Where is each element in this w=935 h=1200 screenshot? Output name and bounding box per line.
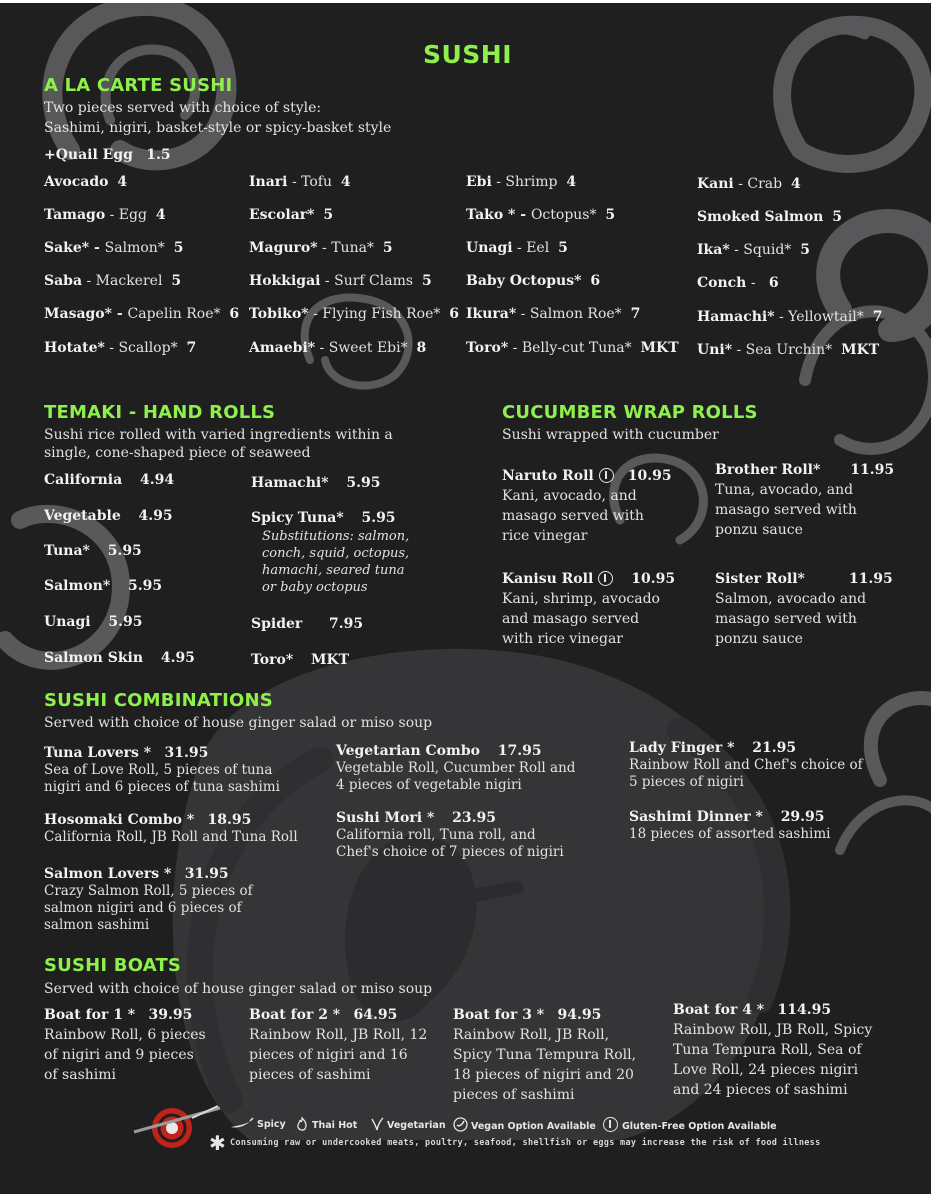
item-price: 6 [768,275,779,291]
item-description: Rainbow Roll, 6 pieces of nigiri and 9 pieces of sashimi [44,1027,206,1083]
item-price: 4.94 [139,472,175,488]
item-description: - Sea Urchin* [732,342,833,358]
item-description: - Flying Fish Roe* [308,306,441,322]
item-price: 29.95 [780,809,825,825]
item-description: - Egg [105,207,147,223]
item-name: Salmon Lovers * [44,866,172,882]
item-name: Tako * - [466,207,531,223]
item-price: 94.95 [557,1007,602,1023]
alacarte-intro-line2: Sashimi, nigiri, basket-style or spicy-basket style [44,120,392,136]
alacarte-item [697,207,842,227]
item-description: Rainbow Roll and Chef's choice of 5 pieces of nigiri [629,757,863,790]
item-name: Hotate* [44,340,105,356]
substitutions-line: or baby octopus [262,580,368,595]
substitutions-line: hamachi, seared tuna [262,563,405,578]
item-description: - Mackerel [82,273,163,289]
page-title: SUSHI [422,40,513,69]
page-border-bottom [0,1194,935,1200]
item-price: 4 [566,174,577,190]
temaki-intro-line2: single, cone-shaped piece of seaweed [44,445,311,461]
alacarte-item [697,340,879,360]
substitutions-line: conch, squid, octopus, [262,546,410,561]
combos-heading: SUSHI COMBINATIONS [44,690,273,711]
item-name: Tamago [44,207,106,223]
item-name: Tuna Lovers * [44,745,152,761]
item-name: Hosomaki Combo * [44,812,195,828]
gluten-free-icon [603,1117,618,1132]
item-price: 4 [340,174,351,190]
item-price: 7 [186,340,197,356]
item-name: Hamachi* [251,475,329,491]
item-description: - [746,275,761,291]
item-price: 5.95 [346,475,381,491]
item-description: Octopus* [530,207,597,223]
item-description: Sea of Love Roll, 5 pieces of tuna nigiri and 6 pieces of tuna sashimi [44,762,280,795]
item-name: Sashimi Dinner * [629,809,763,825]
quail-egg-addon [44,145,171,165]
alacarte-item [466,172,576,192]
temaki-item [44,576,162,596]
item-price: 5 [558,240,568,256]
substitutions-line: Substitutions: salmon, [262,529,410,544]
boat-item [44,1005,219,1085]
gluten-free-icon [599,468,614,483]
cucumber-intro: Sushi wrapped with cucumber [502,427,719,443]
item-name: Sushi Mori * [336,810,435,826]
item-description: Kani, shrimp, avocado and masago served with rice vinegar [502,591,660,647]
item-name: Kani [697,176,734,192]
item-price: 5 [832,209,843,225]
item-description: California Roll, JB Roll and Tuna Roll [44,829,298,845]
boats-heading: SUSHI BOATS [44,955,182,976]
combos-intro: Served with choice of house ginger salad or miso soup [44,715,433,731]
item-price: 5 [382,240,393,256]
item-name: Sister Roll* [715,571,805,587]
alacarte-item [249,172,351,192]
item-description: - Belly-cut Tuna* [508,340,632,356]
alacarte-item [466,338,679,358]
legend-thai-hot [295,1117,357,1131]
alacarte-item [697,174,801,194]
alacarte-item [44,238,183,258]
item-name: Naruto Roll [502,468,594,484]
item-name: Salmon* [44,578,111,594]
temaki-item [251,508,396,528]
item-description: Crazy Salmon Roll, 5 pieces of salmon nigiri and 6 pieces of salmon sashimi [44,883,253,933]
item-price: 7.95 [329,616,364,632]
temaki-heading: TEMAKI - HAND ROLLS [44,402,276,423]
item-description: - Scallop* [104,340,178,356]
alacarte-item [697,307,882,327]
item-name: Vegetable [44,508,121,524]
item-price: 5 [421,273,432,289]
temaki-item [44,470,174,490]
item-name: Hokkigai [249,273,321,289]
temaki-intro-line1: Sushi rice rolled with varied ingredients within a [44,427,393,443]
item-price: 5.95 [107,543,142,559]
item-price: 5.95 [127,578,163,594]
item-name: Conch [697,275,747,291]
item-name: Ikura* [466,306,517,322]
item-price: 6 [229,306,240,322]
item-price: 31.95 [184,866,229,882]
legend-vegan [453,1117,596,1132]
spicy-icon [230,1117,254,1130]
item-description: - Salmon Roe* [516,306,622,322]
item-price: 114.95 [777,1002,832,1018]
item-name: Toro* [466,340,509,356]
alacarte-item [466,304,640,324]
item-price: 4.95 [138,508,173,524]
item-name: Sake* - [44,240,105,256]
item-name: Boat for 1 * [44,1007,136,1023]
item-name: Spider [251,616,303,632]
temaki-item [44,541,142,561]
alacarte-item [249,338,426,358]
alacarte-item [249,304,459,324]
item-description: Capelin Roe* [127,306,221,322]
item-price: 5 [173,240,184,256]
item-name: Vegetarian Combo [336,743,480,759]
item-price: 7 [630,306,641,322]
item-price: MKT [311,652,350,668]
alacarte-heading: A LA CARTE SUSHI [44,75,233,96]
vegetarian-icon [370,1117,384,1131]
item-price: 31.95 [164,745,209,761]
legend-label: Vegan Option Available [471,1121,596,1132]
gluten-free-icon [598,571,613,586]
item-name: Lady Finger * [629,740,735,756]
item-name: Boat for 3 * [453,1007,545,1023]
item-price: 10.95 [631,571,676,587]
item-price: 5 [800,242,810,258]
item-price: 23.95 [452,810,496,826]
item-price: 4.95 [160,650,195,666]
item-name: Kanisu Roll [502,571,594,587]
item-name: Maguro* [249,240,318,256]
item-price: 6 [449,306,460,322]
cucumber-item [715,569,905,649]
alacarte-item [466,271,600,291]
addon-name: +Quail Egg [44,147,133,163]
vegan-icon [453,1117,468,1132]
item-price: 18.95 [207,812,252,828]
item-name: Avocado [44,174,109,190]
item-name: Salmon Skin [44,650,144,666]
item-price: 8 [416,340,427,356]
legend-gluten-free [603,1117,777,1132]
boat-item [673,1000,888,1100]
cucumber-item [715,460,905,540]
page-border-top [0,0,935,3]
cucumber-item [502,569,697,649]
temaki-item [251,473,380,493]
item-name: Boat for 4 * [673,1002,765,1018]
item-name: Masago* - [44,306,128,322]
item-price: 5 [171,273,182,289]
item-description: Kani, avocado, and masago served with rice vinegar [502,488,644,544]
asterisk-icon: ✱ [209,1131,226,1155]
item-price: 5 [605,207,616,223]
item-description: - Sweet Ebi* [315,340,408,356]
legend-label: Thai Hot [312,1120,358,1131]
item-name: Saba [44,273,83,289]
alacarte-item [44,205,166,225]
item-price: MKT [841,342,880,358]
item-description: Rainbow Roll, JB Roll, Spicy Tuna Tempura Roll, 18 pieces of nigiri and 20 pieces of sashimi [453,1027,637,1103]
boat-item [249,1005,434,1085]
alacarte-item [249,238,393,258]
temaki-item [251,650,349,670]
boat-item [453,1005,648,1105]
thai-hot-icon [295,1117,309,1131]
food-safety-note: Consuming raw or undercooked meats, poultry, seafood, shellfish or eggs may increase the risk of food illness [230,1138,821,1148]
item-name: Amaebi* [249,340,316,356]
item-name: Unagi [466,240,513,256]
item-description: - Surf Clams [320,273,414,289]
temaki-item [44,612,143,632]
temaki-item [44,648,195,668]
item-description: Rainbow Roll, JB Roll, Spicy Tuna Tempura Roll, Sea of Love Roll, 24 pieces nigiri and 24 pieces of sashimi [673,1022,873,1098]
item-name: Tobiko* [249,306,309,322]
item-price: 6 [590,273,601,289]
item-description: Salmon* [104,240,165,256]
item-price: MKT [640,340,679,356]
item-description: Salmon, avocado and masago served with ponzu sauce [715,591,867,647]
combo-item [336,743,576,794]
alacarte-item [44,172,127,192]
item-description: California roll, Tuna roll, and Chef's choice of 7 pieces of nigiri [336,827,564,860]
item-price: 11.95 [850,462,895,478]
item-price: 4 [791,176,801,192]
legend-vegetarian [370,1117,446,1131]
item-price: 10.95 [627,468,672,484]
combo-item [629,740,874,791]
item-name: Uni* [697,342,733,358]
item-price: 4 [117,174,128,190]
legend-spicy [230,1117,286,1130]
item-description: - Squid* [729,242,792,258]
item-price: 5 [323,207,334,223]
item-description: - Shrimp [491,174,558,190]
item-name: Brother Roll* [715,462,821,478]
item-name: Toro* [251,652,294,668]
item-name: Boat for 2 * [249,1007,341,1023]
page-border-right [931,0,935,1200]
item-name: Tuna* [44,543,90,559]
item-name: Escolar* [249,207,315,223]
legend-label: Gluten-Free Option Available [622,1121,777,1132]
item-name: Baby Octopus* [466,273,582,289]
alacarte-item [466,205,615,225]
item-name: Ika* [697,242,730,258]
alacarte-item [249,205,333,225]
item-description: - Crab [733,176,783,192]
item-price: 7 [872,309,883,325]
item-price: 5.95 [361,510,396,526]
alacarte-item [44,338,196,358]
item-description: - Yellowtail* [774,309,864,325]
combo-item [629,809,874,843]
combo-item [44,745,304,796]
item-name: Inari [249,174,288,190]
temaki-item [44,506,173,526]
combo-item [44,812,324,846]
item-name: Spicy Tuna* [251,510,344,526]
item-price: 11.95 [848,571,893,587]
alacarte-intro-line1: Two pieces served with choice of style: [44,100,322,116]
item-description: - Tofu [287,174,333,190]
alacarte-item [466,238,568,258]
item-description: - Eel [512,240,550,256]
combo-item [44,866,279,934]
item-description: Vegetable Roll, Cucumber Roll and 4 pieces of vegetable nigiri [336,760,576,793]
alacarte-item [697,240,810,260]
item-name: Hamachi* [697,309,775,325]
legend-label: Vegetarian [387,1120,446,1131]
item-price: 21.95 [752,740,797,756]
item-description: Tuna, avocado, and masago served with ponzu sauce [715,482,857,538]
item-price: 4 [155,207,166,223]
combo-item [336,810,576,861]
cucumber-item [502,466,697,546]
item-price: 64.95 [353,1007,398,1023]
alacarte-item [44,304,239,324]
item-price: 5.95 [108,614,143,630]
item-name: California [44,472,123,488]
cucumber-heading: CUCUMBER WRAP ROLLS [502,402,758,423]
temaki-item [251,614,363,634]
item-price: 39.95 [148,1007,193,1023]
item-description: Rainbow Roll, JB Roll, 12 pieces of nigiri and 16 pieces of sashimi [249,1027,428,1083]
addon-price: 1.5 [146,147,171,163]
boats-intro: Served with choice of house ginger salad or miso soup [44,981,433,997]
item-price: 17.95 [497,743,542,759]
item-name: Unagi [44,614,91,630]
alacarte-item [697,273,779,293]
alacarte-item [249,271,432,291]
item-name: Smoked Salmon [697,209,824,225]
alacarte-item [44,271,181,291]
item-description: 18 pieces of assorted sashimi [629,826,831,842]
item-description: - Tuna* [317,240,374,256]
legend-label: Spicy [257,1119,286,1130]
item-name: Ebi [466,174,492,190]
